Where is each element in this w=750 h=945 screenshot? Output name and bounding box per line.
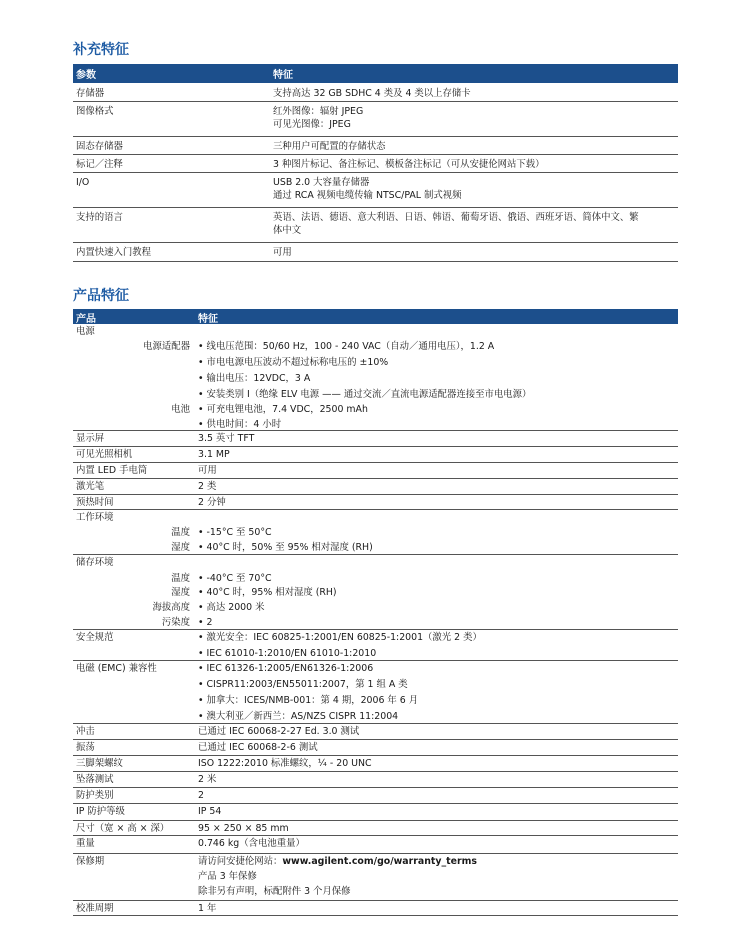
product-value-text: 95 × 250 × 85 mm (198, 823, 289, 834)
spec-param: 标记／注释 (76, 159, 123, 170)
product-row (73, 463, 678, 479)
product-row (73, 756, 678, 772)
product-label: 防护类别 (76, 790, 114, 801)
section2-table (73, 324, 678, 916)
product-value (198, 433, 254, 445)
product-label: 保修期 (76, 856, 105, 867)
section1-table (73, 84, 678, 262)
product-label: 重量 (76, 838, 95, 849)
spec-feature (273, 158, 675, 171)
product-label: 储存环境 (76, 557, 114, 568)
product-value (198, 357, 388, 369)
product-value-text: 激光安全：IEC 60825-1:2001/EN 60825-1:2001（激光 2 类） (206, 632, 482, 643)
product-value-text: 可充电锂电池，7.4 VDC，2500 mAh (206, 404, 368, 415)
product-value-text: 可用 (198, 465, 217, 476)
product-value-text: 澳大利亚／新西兰：AS/NZS CISPR 11:2004 (206, 711, 399, 722)
product-label: 电源 (76, 326, 95, 337)
product-value (198, 497, 226, 509)
product-value-text: 线电压范围：50/60 Hz，100 - 240 VAC（自动／通用电压），1.2 A (206, 341, 495, 352)
product-label: 显示屏 (76, 433, 105, 444)
spec-param: I/O (76, 177, 90, 188)
spec-param: 内置快速入门教程 (76, 247, 152, 258)
product-row (73, 387, 678, 402)
product-value-text: 高达 2000 米 (206, 602, 265, 613)
product-value-text: IEC 61010-1:2010/EN 61010-1:2010 (206, 648, 377, 659)
product-value (198, 806, 221, 818)
product-row (73, 772, 678, 788)
product-row (73, 661, 678, 677)
product-row (73, 402, 678, 417)
product-value-text: CISPR11:2003/EN55011:2007，第 1 组 A 类 (206, 679, 408, 690)
product-value-text: 40°C 时，95% 相对湿度 (RH) (206, 587, 337, 598)
spec-feature (273, 246, 675, 259)
product-value-text: 2 (206, 617, 213, 628)
spec-feature-line: 通过 RCA 视频电缆传输 NTSC/PAL 制式视频 (273, 190, 462, 201)
spec-feature (273, 140, 675, 153)
product-row (73, 417, 678, 431)
section1-title: 补充特征 (73, 42, 129, 58)
product-label: 校准周期 (76, 903, 114, 914)
spec-feature-line: 可见光图像：JPEG (273, 119, 351, 130)
product-value (198, 373, 310, 385)
product-value-text: 1 年 (198, 903, 217, 914)
spec-param: 图像格式 (76, 106, 114, 117)
product-value-text: 供电时间：4 小时 (206, 419, 282, 430)
spec-feature-line: 支持高达 32 GB SDHC 4 类及 4 类以上存储卡 (273, 88, 471, 99)
product-sublabel: 湿度 (171, 587, 190, 598)
spec-param: 支持的语言 (76, 212, 123, 223)
product-value (198, 419, 281, 431)
spec-feature (273, 211, 675, 237)
warranty-link[interactable]: www.agilent.com/go/warranty_terms (282, 856, 477, 867)
product-label: 振荡 (76, 742, 95, 753)
section2-header-product: 产品 (76, 314, 96, 325)
product-row (73, 724, 678, 740)
product-row (73, 836, 678, 854)
product-value-text: 0.746 kg（含电池重量） (198, 838, 305, 849)
product-row (73, 324, 678, 339)
product-row (73, 709, 678, 724)
product-row (73, 884, 678, 901)
product-value (198, 465, 217, 477)
product-label: 坠落测试 (76, 774, 114, 785)
product-row (73, 821, 678, 836)
product-row (73, 495, 678, 510)
product-value-text: IEC 61326-1:2005/EN61326-1:2006 (206, 663, 374, 674)
spec-feature (273, 87, 675, 100)
product-row (73, 740, 678, 756)
product-value-text: ISO 1222:2010 标准螺纹，¼ - 20 UNC (198, 758, 372, 769)
product-value-text: 请访问安捷伦网站： (198, 856, 283, 867)
product-row (73, 615, 678, 630)
product-row (73, 540, 678, 555)
product-row (73, 630, 678, 646)
product-label: 三脚架螺纹 (76, 758, 123, 769)
product-value-text: 输出电压：12VDC，3 A (206, 373, 311, 384)
product-label: 预热时间 (76, 497, 114, 508)
product-row (73, 555, 678, 571)
product-row (73, 447, 678, 463)
product-row (73, 804, 678, 821)
product-value (198, 711, 398, 723)
product-value (198, 602, 264, 614)
product-sublabel: 电池 (171, 404, 190, 415)
product-value (198, 790, 204, 802)
product-label: 安全规范 (76, 632, 114, 643)
product-value (198, 587, 337, 599)
section1-header-feature: 特征 (273, 70, 293, 81)
product-sublabel: 污染度 (161, 617, 190, 628)
product-value (198, 838, 305, 850)
product-label: 内置 LED 手电筒 (76, 465, 148, 476)
product-row (73, 788, 678, 804)
product-row (73, 677, 678, 693)
product-label: 工作环境 (76, 512, 114, 523)
product-row (73, 646, 678, 661)
spec-row (73, 208, 678, 243)
spec-feature-line: USB 2.0 大容量存储器 (273, 177, 370, 188)
product-value-text: 市电电源电压波动不超过标称电压的 ±10% (206, 357, 389, 368)
product-value-text: -40°C 至 70°C (206, 573, 272, 584)
product-value (198, 648, 376, 660)
product-value (198, 903, 216, 915)
spec-feature-line: 3 种图片标记、备注标记、模板备注标记（可从安捷伦网站下载） (273, 159, 545, 170)
product-value (198, 404, 368, 416)
product-sublabel: 电源适配器 (143, 341, 190, 352)
product-row (73, 355, 678, 371)
product-value (198, 774, 216, 786)
spec-feature-line: 三种用户可配置的存储状态 (273, 141, 386, 152)
product-sublabel: 温度 (171, 573, 190, 584)
product-sublabel: 温度 (171, 527, 190, 538)
section1-header (73, 64, 678, 83)
product-label: 尺寸（宽 × 高 × 深） (76, 823, 170, 834)
product-value (198, 726, 359, 738)
product-value (198, 886, 351, 898)
product-value (198, 632, 482, 644)
product-row (73, 510, 678, 525)
spec-param: 固态存储器 (76, 141, 123, 152)
spec-row (73, 173, 678, 208)
product-value-text: 已通过 IEC 60068-2-6 测试 (198, 742, 318, 753)
product-value (198, 449, 230, 461)
product-row (73, 479, 678, 495)
spec-feature (273, 176, 675, 202)
section2-header-feature: 特征 (198, 314, 218, 325)
product-row (73, 869, 678, 884)
spec-feature (273, 105, 675, 131)
product-sublabel: 海拔高度 (152, 602, 190, 613)
spec-row (73, 102, 678, 137)
product-value (198, 742, 318, 754)
product-row (73, 901, 678, 916)
product-row (73, 600, 678, 615)
product-row (73, 571, 678, 585)
spec-row (73, 243, 678, 262)
product-sublabel: 湿度 (171, 542, 190, 553)
spec-row (73, 137, 678, 155)
product-label: 激光笔 (76, 481, 105, 492)
product-value (198, 527, 272, 539)
spec-feature-line: 红外图像：辐射 JPEG (273, 106, 364, 117)
product-value (198, 573, 272, 585)
spec-feature-line: 英语、法语、德语、意大利语、日语、韩语、葡萄牙语、俄语、西班牙语、简体中文、繁 (273, 212, 639, 223)
product-value (198, 542, 373, 554)
product-value-text: 2 分钟 (198, 497, 226, 508)
product-value-text: 2 类 (198, 481, 217, 492)
product-label: 电磁 (EMC) 兼容性 (76, 663, 157, 674)
product-value-text: 3.5 英寸 TFT (198, 433, 255, 444)
product-value (198, 617, 212, 629)
spec-param: 存储器 (76, 88, 105, 99)
product-value (198, 695, 418, 707)
product-label: 可见光照相机 (76, 449, 133, 460)
section2-title: 产品特征 (73, 288, 129, 304)
product-row (73, 339, 678, 355)
product-value-text: 已通过 IEC 60068-2-27 Ed. 3.0 测试 (198, 726, 360, 737)
product-value (198, 871, 257, 883)
product-row (73, 431, 678, 447)
product-row (73, 525, 678, 540)
product-row (73, 585, 678, 600)
spec-row (73, 155, 678, 173)
product-label: IP 防护等级 (76, 806, 125, 817)
product-value (198, 341, 494, 353)
product-label: 冲击 (76, 726, 95, 737)
product-row (73, 693, 678, 709)
spec-row (73, 84, 678, 102)
product-value-text: 加拿大：ICES/NMB-001：第 4 期，2006 年 6 月 (206, 695, 419, 706)
product-value-text: IP 54 (198, 806, 222, 817)
product-row (73, 854, 678, 869)
product-value (198, 823, 289, 835)
product-value-text: 产品 3 年保修 (198, 871, 257, 882)
product-value (198, 663, 373, 675)
product-value (198, 679, 408, 691)
spec-feature-line: 体中文 (273, 225, 302, 236)
product-value-text: 3.1 MP (198, 449, 230, 460)
product-value (198, 481, 216, 493)
product-value (198, 856, 477, 868)
section2-header (73, 309, 678, 324)
product-value-text: 2 (198, 790, 204, 801)
product-value-text: -15°C 至 50°C (206, 527, 272, 538)
spec-feature-line: 可用 (273, 247, 292, 258)
product-value-text: 40°C 时，50% 至 95% 相对湿度 (RH) (206, 542, 373, 553)
product-value (198, 389, 531, 401)
product-row (73, 371, 678, 387)
section1-header-param: 参数 (76, 70, 96, 81)
product-value (198, 758, 372, 770)
product-value-text: 除非另有声明，标配附件 3 个月保修 (198, 886, 351, 897)
product-value-text: 2 米 (198, 774, 217, 785)
product-value-text: 安装类别 I（绝缘 ELV 电源 —— 通过交流／直流电源适配器连接至市电电源） (206, 389, 532, 400)
